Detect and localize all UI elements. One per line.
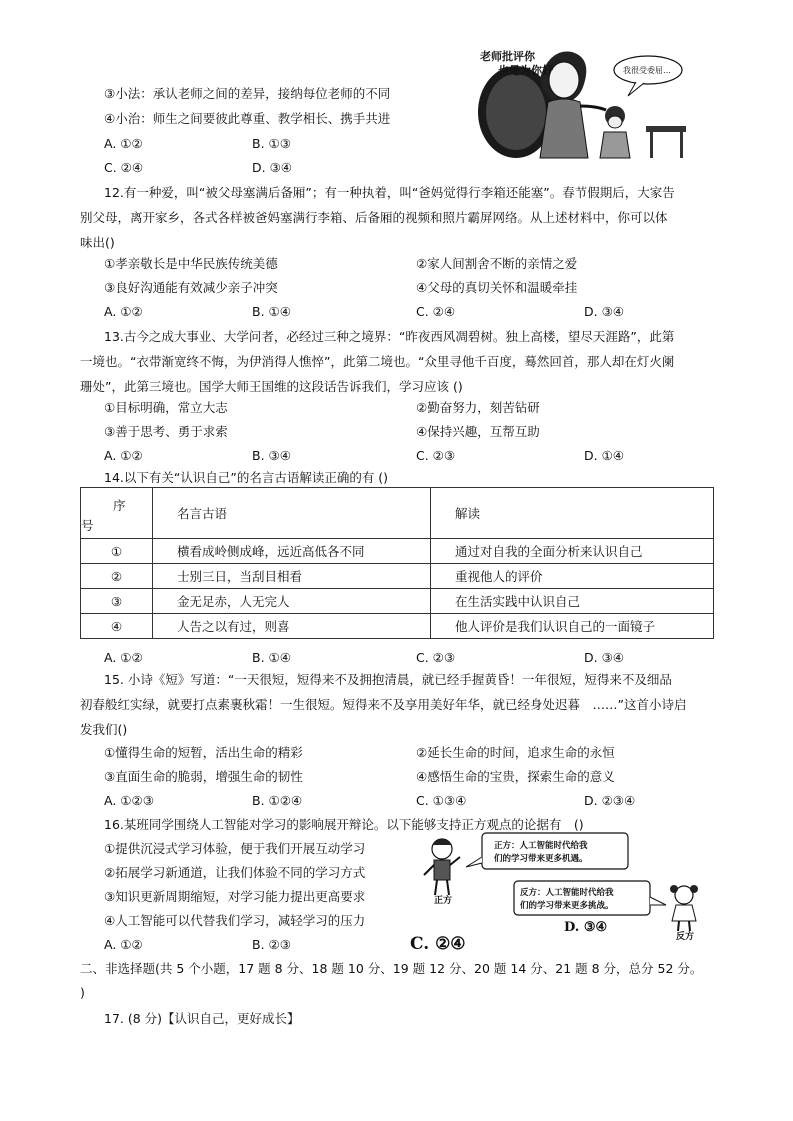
q12-option-1: ①孝亲敬长是中华民族传统美德 bbox=[104, 256, 278, 271]
row-reading: 通过对自我的全面分析来认识自己 bbox=[431, 539, 714, 564]
q13-stem bbox=[80, 324, 714, 399]
q13-stem-line2: 一境也。“衣带渐宽终不悔，为伊消得人憔悴”，此第二境也。“众里寻他千百度，蓦然回首，那人却在灯火阑 bbox=[80, 354, 675, 369]
con-bubble-line1: 反方：人工智能时代给我 bbox=[520, 888, 614, 898]
q14-table bbox=[80, 487, 714, 639]
q15-choice-a: A. ①②③ bbox=[104, 793, 154, 808]
row-saying: 人告之以有过，则喜 bbox=[153, 614, 431, 639]
q13-stem-line3: 珊处”，此第三境也。国学大师王国维的这段话告诉我们，学习应该 () bbox=[80, 379, 463, 394]
q16-choice-d: D. ③④ bbox=[564, 920, 608, 935]
q13-choice-c: C. ②③ bbox=[416, 448, 456, 463]
table-row bbox=[81, 589, 714, 614]
row-reading: 他人评价是我们认识自己的一面镜子 bbox=[431, 614, 714, 639]
q11-option-3: ③小法：承认老师之间的差异，接纳每位老师的不同 bbox=[104, 86, 391, 101]
table-row bbox=[81, 564, 714, 589]
q15-stem-line1: 15. 小诗《短》写道：“一天很短，短得来不及拥抱清晨，就已经手握黄昏！一年很短，短得来不及细品 bbox=[104, 672, 672, 687]
row-reading: 重视他人的评价 bbox=[431, 564, 714, 589]
q16-option-1: ①提供沉浸式学习体验，便于我们开展互动学习 bbox=[104, 841, 366, 856]
row-reading: 在生活实践中认识自己 bbox=[431, 589, 714, 614]
q16-option-2: ②拓展学习新通道，让我们体验不同的学习方式 bbox=[104, 865, 366, 880]
q11-choice-d: D. ③④ bbox=[252, 160, 292, 175]
debate-cartoon bbox=[420, 827, 715, 941]
pro-bubble-line1: 正方：人工智能时代给我 bbox=[494, 841, 588, 851]
q16-option-3: ③知识更新周期缩短，对学习能力提出更高要求 bbox=[104, 889, 366, 904]
q12-choice-c: C. ②④ bbox=[416, 304, 456, 319]
row-saying: 士别三日，当刮目相看 bbox=[153, 564, 431, 589]
teacher-student-cartoon bbox=[476, 40, 688, 160]
con-side-label: 反方 bbox=[676, 932, 695, 941]
row-number: ③ bbox=[81, 589, 153, 614]
q15-option-1: ①懂得生命的短暂，活出生命的精彩 bbox=[104, 745, 303, 760]
q15-choice-c: C. ①③④ bbox=[416, 793, 467, 808]
q13-option-4: ④保持兴趣，互帮互助 bbox=[416, 424, 540, 439]
q16-stem: 16.某班同学围绕人工智能对学习的影响展开辩论。以下能够支持正方观点的论据有 () bbox=[104, 817, 584, 832]
header-saying: 名言古语 bbox=[153, 488, 431, 539]
q13-option-1: ①目标明确，常立大志 bbox=[104, 400, 228, 415]
q11-option-4: ④小治：师生之间要彼此尊重、教学相长、携手共进 bbox=[104, 111, 391, 126]
q16-option-4: ④人工智能可以代替我们学习，减轻学习的压力 bbox=[104, 913, 366, 928]
row-number: ① bbox=[81, 539, 153, 564]
pro-side-label: 正方 bbox=[434, 896, 453, 906]
q15-choice-b: B. ①②④ bbox=[252, 793, 303, 808]
q15-option-3: ③直面生命的脆弱，增强生命的韧性 bbox=[104, 769, 303, 784]
q13-option-2: ②勤奋努力，刻苦钻研 bbox=[416, 400, 540, 415]
q12-choice-d: D. ③④ bbox=[584, 304, 624, 319]
q11-choice-b: B. ①③ bbox=[252, 136, 291, 151]
q15-choice-d: D. ②③④ bbox=[584, 793, 636, 808]
q16-choice-c: C. ②④ bbox=[410, 934, 466, 954]
q12-stem-line3: 味出() bbox=[80, 235, 115, 250]
q14-choice-a: A. ①② bbox=[104, 650, 143, 665]
q15-stem bbox=[80, 667, 714, 742]
table-row bbox=[81, 614, 714, 639]
q13-stem-line1: 13.古今之成大事业、大学问者，必经过三种之境界：“昨夜西风凋碧树。独上高楼，望尽天涯路”，此第 bbox=[104, 329, 675, 344]
q13-choice-a: A. ①② bbox=[104, 448, 143, 463]
q14-choice-d: D. ③④ bbox=[584, 650, 624, 665]
q12-choice-b: B. ①④ bbox=[252, 304, 291, 319]
q13-option-3: ③善于思考、勇于求索 bbox=[104, 424, 228, 439]
row-number: ② bbox=[81, 564, 153, 589]
q12-option-4: ④父母的真切关怀和温暖牵挂 bbox=[416, 280, 578, 295]
table-header-row bbox=[81, 488, 714, 539]
q12-stem bbox=[80, 180, 714, 255]
row-saying: 金无足赤，人无完人 bbox=[153, 589, 431, 614]
q11-choice-a: A. ①② bbox=[104, 136, 143, 151]
header-seq-top: 序 bbox=[113, 498, 126, 513]
q13-choice-b: B. ③④ bbox=[252, 448, 291, 463]
q15-stem-line3: 发我们() bbox=[80, 722, 128, 737]
q14-choice-c: C. ②③ bbox=[416, 650, 456, 665]
row-saying: 横看成岭侧成峰，远近高低各不同 bbox=[153, 539, 431, 564]
q12-option-3: ③良好沟通能有效减少亲子冲突 bbox=[104, 280, 278, 295]
q17-heading: 17. (8 分)【认识自己，更好成长】 bbox=[104, 1011, 300, 1026]
row-number: ④ bbox=[81, 614, 153, 639]
pro-bubble-line2: 们的学习带来更多机遇。 bbox=[494, 854, 588, 864]
q12-stem-line2: 别父母，离开家乡，各式各样被爸妈塞满行李箱、后备厢的视频和照片霸屏网络。从上述材料中，你可以体 bbox=[80, 210, 668, 225]
header-reading: 解读 bbox=[431, 488, 714, 539]
section2-heading-tail: ) bbox=[80, 985, 85, 1000]
q13-choice-d: D. ①④ bbox=[584, 448, 624, 463]
q12-choice-a: A. ①② bbox=[104, 304, 143, 319]
header-seq-bottom: 号 bbox=[81, 518, 94, 533]
cartoon-speech-bubble: 我很受委屈… bbox=[623, 66, 671, 75]
con-bubble-line2: 们的学习带来更多挑战。 bbox=[520, 901, 614, 911]
q16-choice-a: A. ①② bbox=[104, 937, 143, 952]
q15-stem-line2: 初春般红实绿，就要打点素裹秋霜！一生很短。短得来不及享用美好年华，就已经身处迟暮 ……”这首小诗启 bbox=[80, 697, 687, 712]
cartoon-caption-2: 也是为你好 bbox=[498, 64, 553, 77]
q12-stem-line1: 12.有一种爱，叫“被父母塞满后备厢”；有一种执着，叫“爸妈觉得行李箱还能塞”。春节假期后，大家告 bbox=[104, 185, 675, 200]
table-row bbox=[81, 539, 714, 564]
cartoon-caption-1: 老师批评你 bbox=[480, 50, 535, 63]
q15-option-2: ②延长生命的时间，追求生命的永恒 bbox=[416, 745, 615, 760]
q14-stem: 14.以下有关“认识自己”的名言古语解读正确的有 () bbox=[104, 470, 389, 485]
q15-option-4: ④感悟生命的宝贵，探索生命的意义 bbox=[416, 769, 615, 784]
q11-choice-c: C. ②④ bbox=[104, 160, 144, 175]
q12-option-2: ②家人间割舍不断的亲情之爱 bbox=[416, 256, 578, 271]
q14-choice-b: B. ①④ bbox=[252, 650, 291, 665]
section2-heading: 二、非选择题(共 5 个小题，17 题 8 分、18 题 10 分、19 题 12 分、20 题 14 分、21 题 8 分，总分 52 分。 bbox=[80, 961, 703, 976]
q16-choice-b: B. ②③ bbox=[252, 937, 291, 952]
